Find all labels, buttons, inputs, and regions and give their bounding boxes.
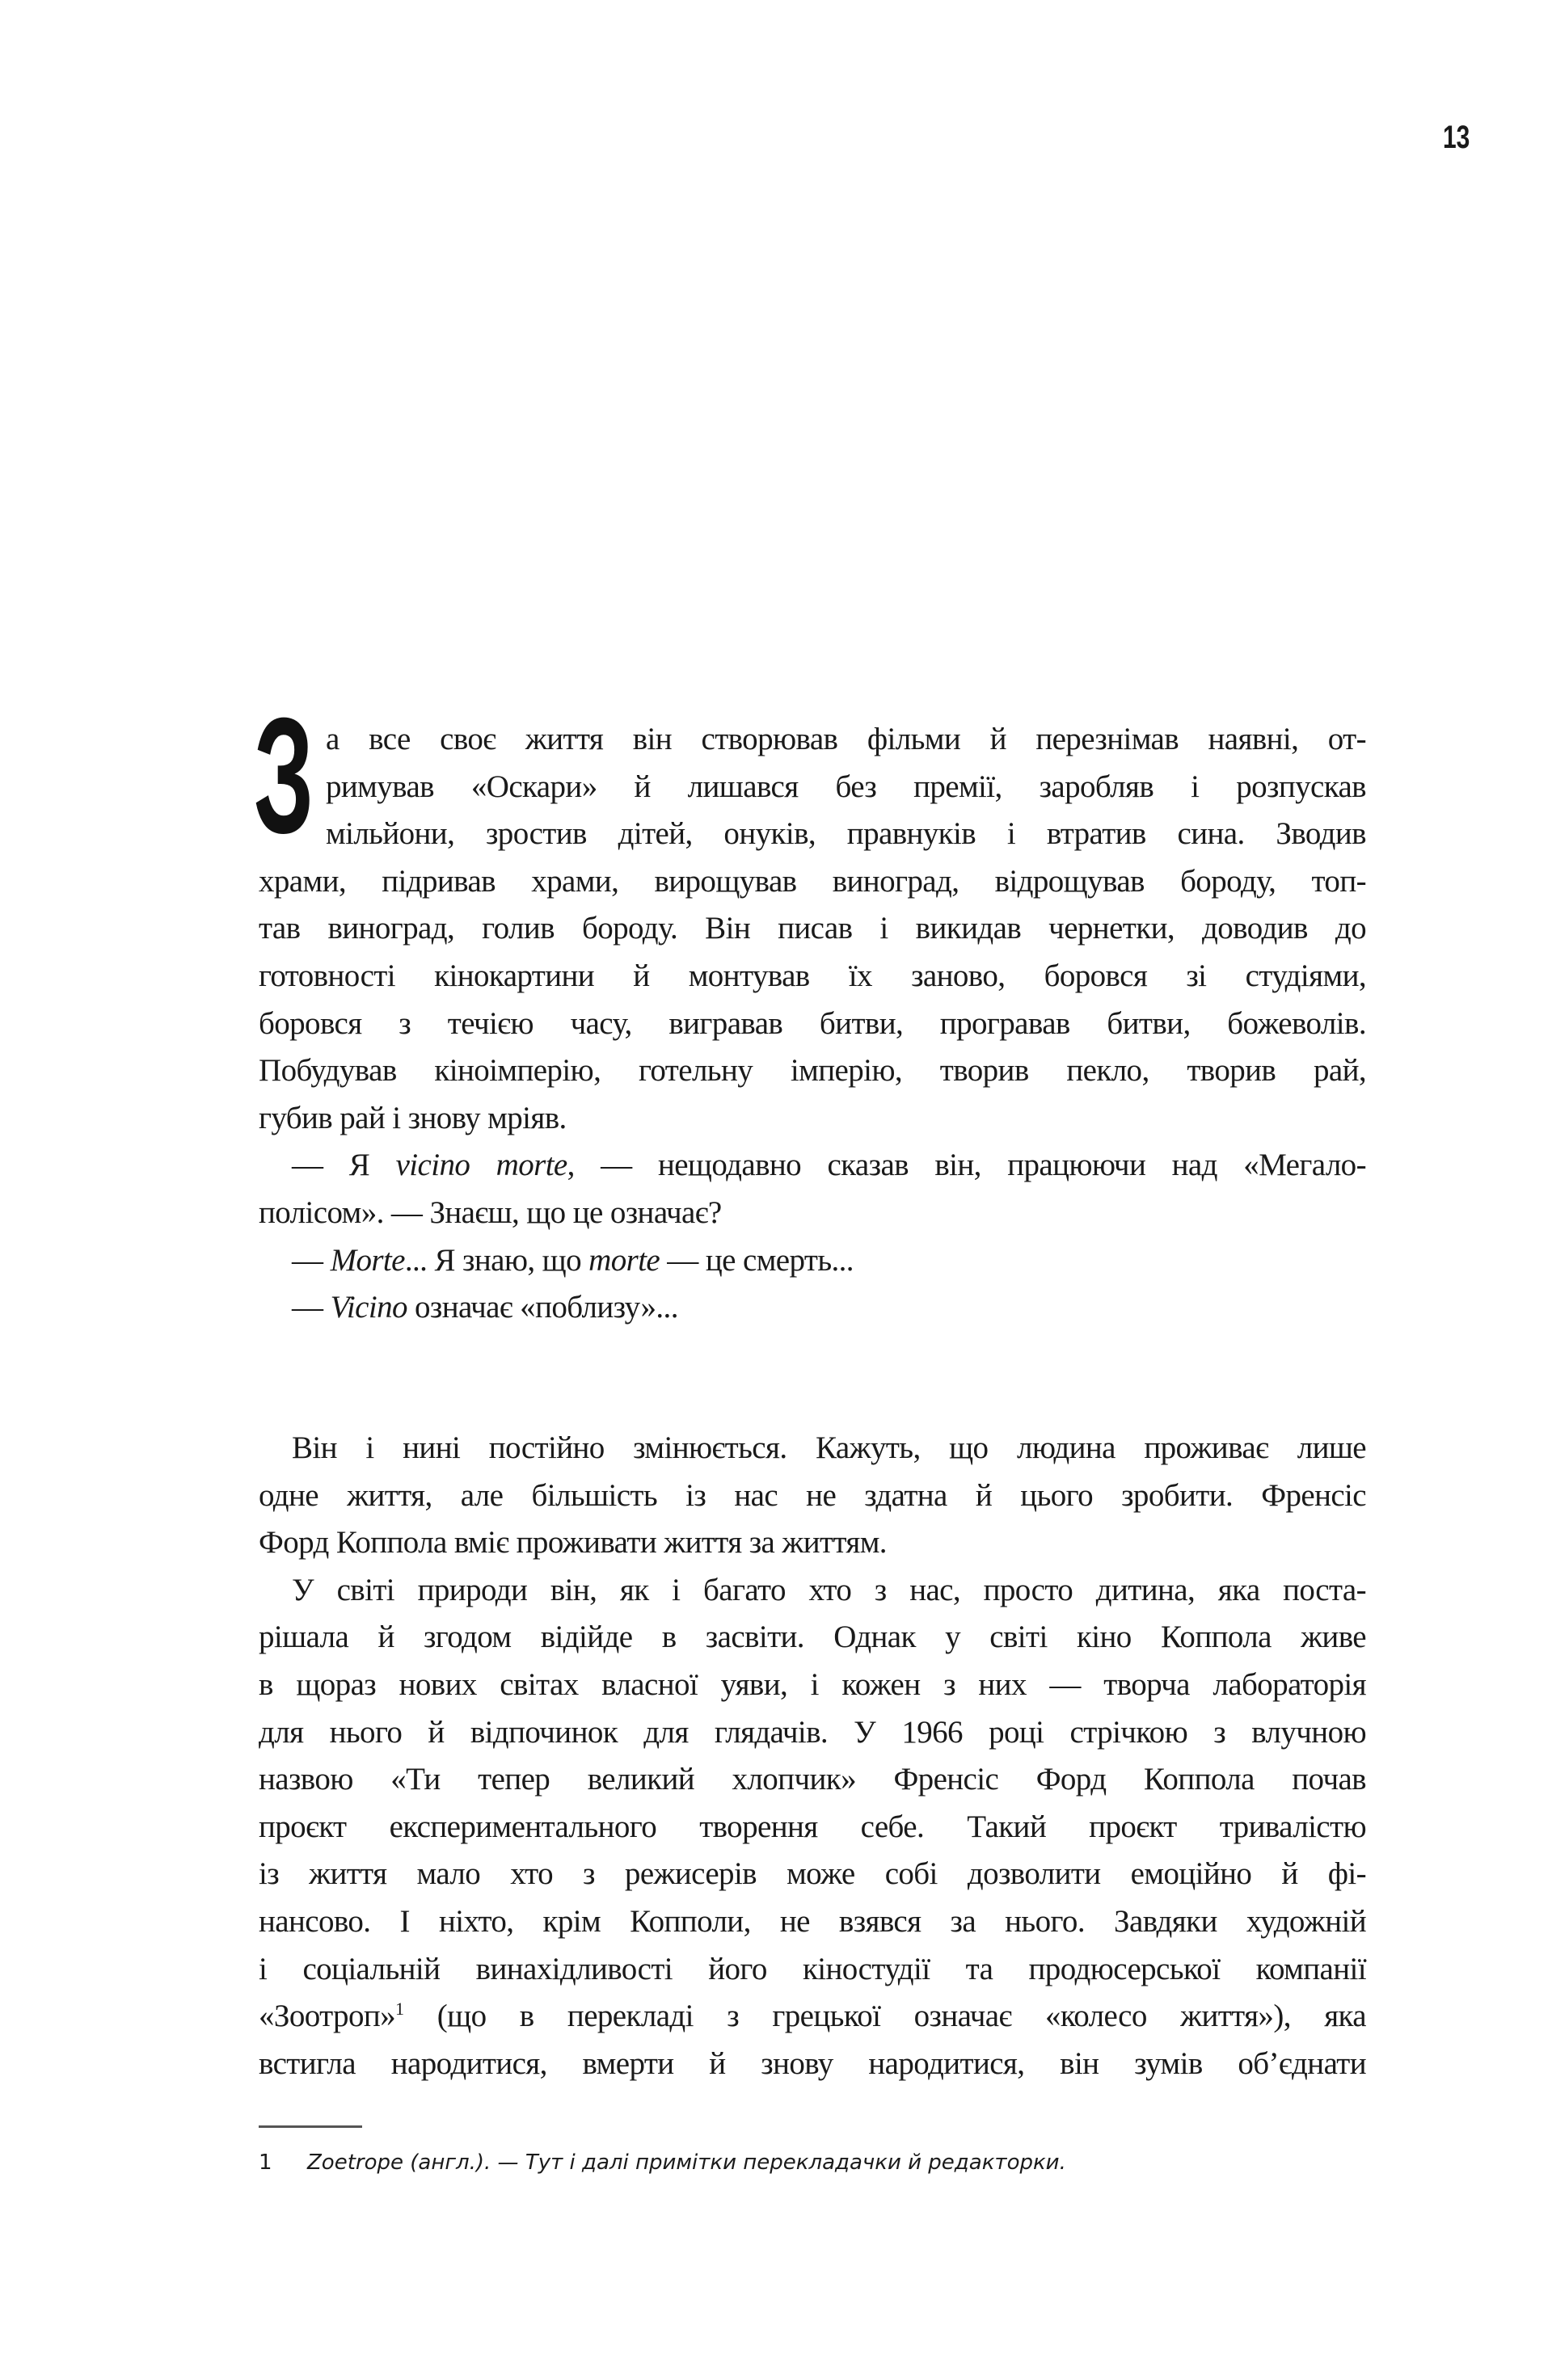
page-number: 13 [1443, 120, 1470, 155]
text-line [259, 1993, 1366, 2041]
italic-text: vicino morte [395, 1148, 567, 1183]
text-run: — це смерть... [660, 1242, 854, 1278]
text-line [259, 1756, 1366, 1804]
text-line [259, 2041, 1366, 2088]
text-run: «Зоотроп» [259, 1999, 396, 2034]
text-line [259, 1614, 1366, 1662]
text-line [259, 905, 1366, 953]
text-line [259, 1567, 1366, 1615]
text-line [259, 1095, 1366, 1143]
text-run: і соціальній винахідливості його кіностудії та продюсерської компанії [259, 1951, 1366, 1986]
text-run: У світі природи він, як і багато хто з нас, просто дитина, яка поста- [292, 1572, 1366, 1607]
text-run: Він і нині постійно змінюється. Кажуть, що людина проживає лише [292, 1430, 1366, 1465]
text-run: (що в перекладі з грецької означає «колесо життя»), яка [403, 1999, 1366, 2034]
text-line [259, 1472, 1366, 1520]
text-line [259, 1047, 1366, 1095]
footnote-divider [259, 2125, 362, 2128]
text-run: для нього й відпочинок для глядачів. У 1966 році стрічкою з влучною [259, 1714, 1366, 1750]
text-line [326, 811, 1366, 858]
text-line [259, 1190, 1366, 1237]
text-run: готовності кінокартини й монтував їх заново, боровся зі студіями, [259, 958, 1366, 993]
text-run: , — нещодавно сказав він, працюючи над «Мегало- [567, 1148, 1366, 1183]
text-run: проєкт експериментального творення себе. Такий проєкт тривалістю [259, 1809, 1366, 1844]
text-run: боровся з течією часу, вигравав битви, програвав битви, божеволів. [259, 1005, 1366, 1041]
text-line [259, 1425, 1366, 1472]
text-line [259, 1237, 1366, 1285]
text-line [259, 1000, 1366, 1048]
text-line [259, 1519, 1366, 1567]
text-line [259, 953, 1366, 1000]
text-line [259, 1804, 1366, 1851]
text-run: в щораз нових світах власної уяви, і кожен з них — творча лабораторія [259, 1667, 1366, 1702]
text-run: нансово. І ніхто, крім Копполи, не взявся за нього. Завдяки художній [259, 1904, 1366, 1939]
text-line [326, 716, 1366, 764]
text-line [259, 1662, 1366, 1709]
text-line [259, 1898, 1366, 1946]
footnote-number: 1 [259, 2150, 272, 2175]
text-run: губив рай і знову мріяв. [259, 1100, 567, 1135]
footnote-ref: 1 [395, 1999, 404, 2020]
text-run: тав виноград, голив бороду. Він писав і викидав чернетки, доводив до [259, 911, 1366, 946]
text-line [326, 764, 1366, 811]
text-run: полісом». — Знаєш, що це означає? [259, 1195, 722, 1230]
text-run: встигла народитися, вмерти й знову народитися, він зумів об’єднати [259, 2045, 1366, 2081]
text-run: Побудував кіноімперію, готельну імперію, творив пекло, творив рай, [259, 1053, 1366, 1089]
italic-text: Morte [330, 1242, 405, 1278]
text-run: римував «Оскари» й лишався без премії, заробляв і розпускав [326, 769, 1366, 804]
text-line [259, 1142, 1366, 1190]
text-line [259, 858, 1366, 906]
text-run: ... Я знаю, що [404, 1242, 589, 1278]
italic-text: morte [588, 1242, 660, 1278]
text-line [259, 1284, 1366, 1332]
text-run: означає «поблизу»... [407, 1290, 678, 1325]
text-run: назвою «Ти тепер великий хлопчик» Френсіс Форд Коппола почав [259, 1762, 1366, 1797]
text-line [259, 1946, 1366, 1994]
text-run: одне життя, але більшість із нас не здатна й цього зробити. Френсіс [259, 1477, 1366, 1513]
drop-cap: З [254, 684, 314, 868]
footnote-text: Zoetrope (англ.). — Тут і далі примітки перекладачки й редакторки. [307, 2150, 1066, 2175]
footnote [259, 2146, 1066, 2179]
text-run: — Я [292, 1148, 396, 1183]
text-line [259, 1851, 1366, 1898]
text-run: — [292, 1290, 331, 1325]
text-run: рішала й згодом відійде в засвіти. Однак у світі кіно Коппола живе [259, 1620, 1366, 1655]
text-run: — [292, 1242, 331, 1278]
italic-text: Vicino [330, 1290, 407, 1325]
text-line [259, 1709, 1366, 1757]
text-run: Форд Коппола вміє проживати життя за життям. [259, 1525, 887, 1561]
text-run: храми, підривав храми, вирощував виноград, відрощував бороду, топ- [259, 863, 1366, 899]
text-run: а все своє життя він створював фільми й перезнімав наявні, от- [326, 722, 1366, 756]
text-run: із життя мало хто з режисерів може собі дозволити емоційно й фі- [259, 1856, 1366, 1892]
text-run: мільйони, зростив дітей, онуків, правнуків і втратив сина. Зводив [326, 816, 1366, 852]
